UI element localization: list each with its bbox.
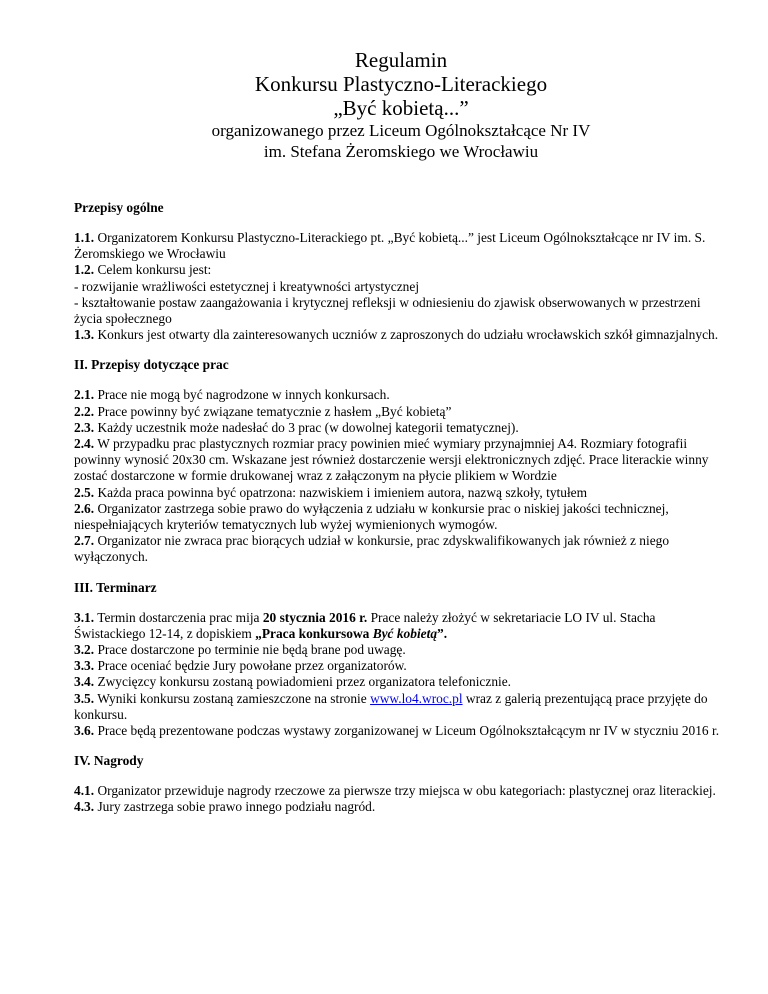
list-item: 1.1. Organizatorem Konkursu Plastyczno-Literackiego pt. „Być kobietą...” jest Liceum Ogólnokształcące nr IV im. S. Żeromskiego we Wrocławiu <box>74 230 706 262</box>
list-item: 3.4. Zwycięzcy konkursu zostaną powiadomieni przez organizatora telefonicznie. <box>74 674 512 690</box>
section-prizes-body <box>74 783 728 815</box>
deadline-date: 20 stycznia 2016 r. <box>262 609 368 625</box>
list-item: 4.1. Organizator przewiduje nagrody rzeczowe za pierwsze trzy miejsca w obu kategoriach: plastycznej oraz literackiej. <box>74 783 716 799</box>
list-item: - kształtowanie postaw zaangażowania i krytycznej refleksji w odniesieniu do zjawisk obserwowanych w przestrzeni życia społecznego <box>74 294 701 327</box>
list-item: 3.3. Prace oceniać będzie Jury powołane przez organizatorów. <box>74 658 407 674</box>
list-item: 2.4. W przypadku prac plastycznych rozmiar pracy powinien mieć wymiary przynajmniej A4. Rozmiary fotografii powinny wynosić 20x30 cm. Wskazane jest również dostarczenie wersji elektronicznych zdjęć. Prace literackie winny zostać dostarczone w formie drukowanej wraz z załączonym na płycie plikiem w Wordzie <box>74 436 709 484</box>
list-item: 2.2. Prace powinny być związane tematycznie z hasłem „Być kobietą” <box>74 403 452 419</box>
section-general-body <box>74 230 728 343</box>
section-schedule-title: III. Terminarz <box>74 579 157 595</box>
list-item: 3.5. Wyniki konkursu zostaną zamieszczone na stronie www.lo4.wroc.pl wraz z galerią prezentującą prace przyjęte do konkursu. <box>74 690 708 722</box>
list-item: - rozwijanie wrażliwości estetycznej i kreatywności artystycznej <box>74 278 420 294</box>
school-website-link[interactable]: www.lo4.wroc.pl <box>370 690 463 706</box>
subtitle-school: im. Stefana Żeromskiego we Wrocławiu <box>263 142 539 161</box>
list-item: 1.3. Konkurs jest otwarty dla zainteresowanych uczniów z zaproszonych do udziału wrocławskich szkół gimnazjalnych. <box>74 327 719 343</box>
list-item: 3.1. Termin dostarczenia prac mija 20 stycznia 2016 r. Prace należy złożyć w sekretariacie LO IV ul. Stacha Świstackiego 12-14, z dopiskiem „Praca konkursowa Być kobietą”. <box>74 609 656 641</box>
list-item: 2.7. Organizator nie zwraca prac biorących udział w konkursie, prac zdyskwalifikowanych jak również z niego wyłączonych. <box>74 533 670 565</box>
list-item: 2.1. Prace nie mogą być nagrodzone w innych konkursach. <box>74 387 390 403</box>
section-general-title: Przepisy ogólne <box>74 200 164 215</box>
section-schedule-body <box>74 610 728 740</box>
list-item: 3.2. Prace dostarczone po terminie nie będą brane pod uwagę. <box>74 642 406 658</box>
subtitle-organizer: organizowanego przez Liceum Ogólnokształcące Nr IV <box>211 121 591 140</box>
section-prizes-title: IV. Nagrody <box>74 753 144 769</box>
list-item: 3.6. Prace będą prezentowane podczas wystawy zorganizowanej w Liceum Ogólnokształcącym nr IV w styczniu 2016 r. <box>74 723 720 739</box>
title-contest-name: Konkursu Plastyczno-Literackiego <box>254 72 548 96</box>
list-item: 2.5. Każda praca powinna być opatrzona: nazwiskiem i imieniem autora, nazwą szkoły, tytułem <box>74 484 588 500</box>
list-item: 1.2. Celem konkursu jest: <box>74 262 212 278</box>
document-header <box>74 0 728 162</box>
title-contest-motto: „Być kobietą...” <box>333 96 469 120</box>
title-regulamin: Regulamin <box>354 48 448 72</box>
list-item: 4.3. Jury zastrzega sobie prawo innego podziału nagród. <box>74 799 376 815</box>
list-item: 2.3. Każdy uczestnik może nadesłać do 3 prac (w dowolnej kategorii tematycznej). <box>74 419 519 435</box>
list-item: 2.6. Organizator zastrzega sobie prawo do wyłączenia z udziału w konkursie prac o niskiej jakości technicznej, niespełniających kryteriów tematycznych lub wyżej wymienionych wymogów. <box>74 500 669 533</box>
section-works-title: II. Przepisy dotyczące prac <box>74 357 229 373</box>
section-works-body <box>74 387 728 565</box>
